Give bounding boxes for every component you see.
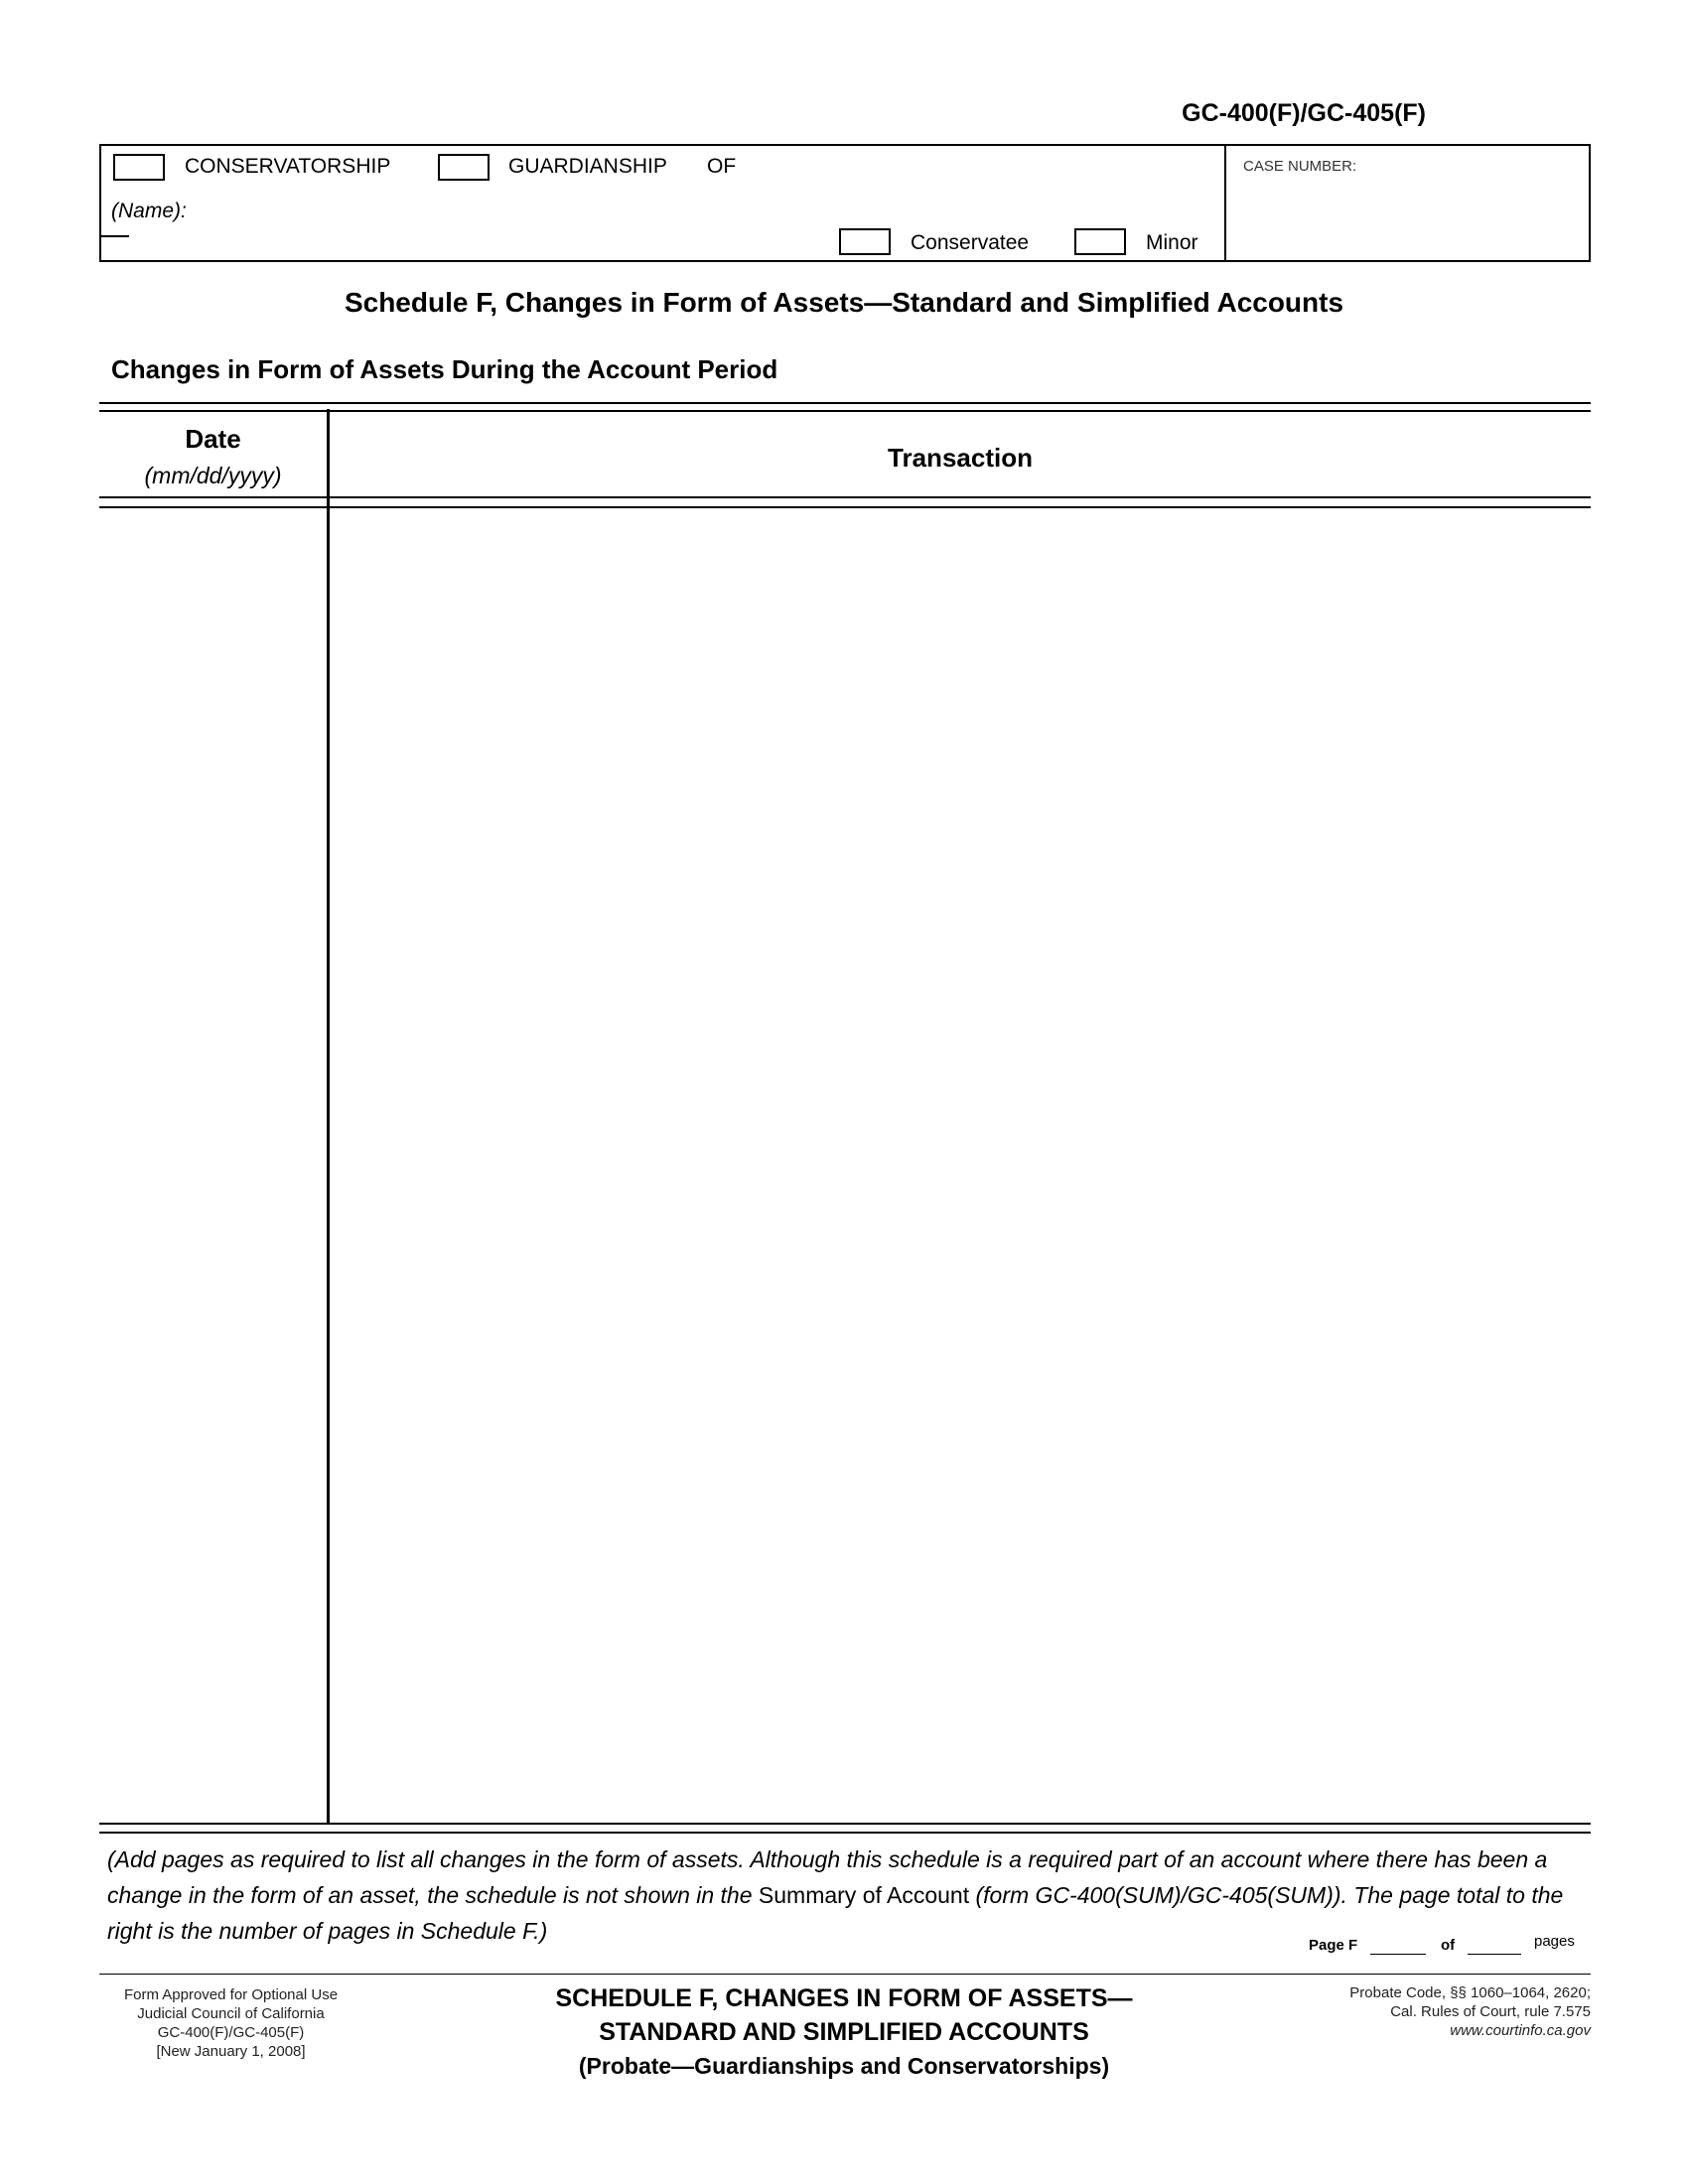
footer-right-line: Probate Code, §§ 1060–1064, 2620; — [1349, 1984, 1591, 2001]
transaction-entry-area[interactable] — [330, 508, 1591, 1822]
footer-left-line: Form Approved for Optional Use — [123, 1986, 339, 2003]
note-part-1: (Add pages as required to list all changes in the form of assets. Although this schedule is a required part of an account where there has been a change in the form of an asset, the schedule is not shown in the — [107, 1846, 1548, 1908]
name-label: (Name): — [111, 200, 187, 222]
of-label: OF — [707, 155, 737, 178]
minor-label: Minor — [1146, 231, 1198, 254]
footer-rule — [99, 1974, 1591, 1975]
conservatorship-checkbox[interactable] — [113, 154, 165, 181]
guardianship-label: GUARDIANSHIP — [508, 155, 667, 178]
note-part-2: Summary of Account — [758, 1882, 970, 1908]
date-entry-area[interactable] — [99, 508, 327, 1822]
footer-right-line: Cal. Rules of Court, rule 7.575 — [1390, 2003, 1591, 2020]
footer-right — [1194, 1983, 1591, 2040]
conservatee-label: Conservatee — [911, 231, 1030, 254]
note-part-3: (form GC-400(SUM)/GC-405(SUM)). The page total to the right is the number of pages in Schedule F.) — [107, 1882, 1564, 1944]
table-top-rule-2 — [99, 410, 1591, 412]
schedule-title: Schedule F, Changes in Form of Assets—Standard and Simplified Accounts — [344, 287, 1344, 318]
date-column-header: Date — [185, 424, 241, 454]
conservatorship-label: CONSERVATORSHIP — [185, 155, 391, 178]
transaction-column-header: Transaction — [888, 443, 1033, 473]
page-number-field[interactable] — [1370, 1954, 1426, 1955]
form-number: GC-400(F)/GC-405(F) — [1182, 99, 1426, 127]
footer-title-line-3: (Probate—Guardianships and Conservatorships) — [578, 2053, 1110, 2079]
footer-center — [447, 1981, 1241, 2083]
pages-label: pages — [1534, 1933, 1575, 1950]
case-number-divider — [1224, 146, 1226, 260]
page-label: Page F — [1309, 1937, 1358, 1954]
guardianship-checkbox[interactable] — [438, 154, 490, 181]
name-field-line — [101, 235, 129, 237]
footer-left-line: GC-400(F)/GC-405(F) — [157, 2024, 305, 2041]
footer-left — [99, 1985, 362, 2061]
footer-title-line-2: STANDARD AND SIMPLIFIED ACCOUNTS — [599, 2018, 1089, 2046]
case-caption-box — [99, 144, 1591, 262]
minor-checkbox[interactable] — [1074, 228, 1126, 255]
footer-left-line: Judicial Council of California — [137, 2005, 325, 2022]
table-top-rule — [99, 402, 1591, 404]
total-pages-field[interactable] — [1468, 1954, 1521, 1955]
conservatee-checkbox[interactable] — [839, 228, 891, 255]
footer-title-line-1: SCHEDULE F, CHANGES IN FORM OF ASSETS— — [555, 1984, 1133, 2012]
section-subtitle: Changes in Form of Assets During the Account Period — [111, 354, 778, 384]
instruction-note — [107, 1842, 1587, 1949]
page-of-label: of — [1441, 1937, 1456, 1954]
case-number-label: CASE NUMBER: — [1243, 158, 1357, 175]
table-bottom-rule-2 — [99, 1832, 1591, 1834]
header-bottom-rule — [99, 496, 1591, 498]
footer-left-line: [New January 1, 2008] — [156, 2043, 306, 2060]
date-format-hint: (mm/dd/yyyy) — [144, 463, 282, 488]
table-bottom-rule — [99, 1823, 1591, 1825]
footer-website-link[interactable]: www.courtinfo.ca.gov — [1450, 2022, 1591, 2039]
